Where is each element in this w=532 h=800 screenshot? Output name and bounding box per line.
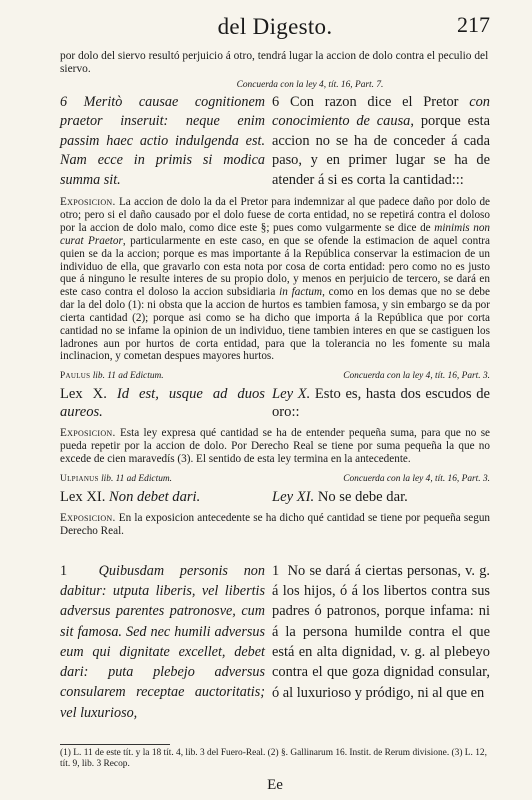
signature-mark: Ee	[267, 777, 283, 794]
lex-11	[60, 488, 490, 506]
latin-column	[60, 385, 265, 421]
spanish-column	[272, 547, 490, 738]
concordance-note: Concuerda con la ley 4, tít. 16, Part. 3.	[343, 371, 490, 382]
lex-heading: Lex XI.	[60, 488, 106, 505]
spanish-column	[272, 385, 490, 421]
spanish-column	[272, 488, 490, 506]
source-author: Ulpianus	[60, 473, 99, 484]
concordance-note: Concuerda con la ley 4, tít. 16, Part. 3.	[343, 473, 490, 484]
exposition-label: Exposicion.	[60, 427, 116, 440]
spanish-text: Esto es, hasta dos escudos de oro::	[272, 386, 490, 421]
latin-text: Non debet dari.	[109, 488, 201, 505]
page-header	[60, 0, 490, 52]
exposition-text: , particularmente en este caso, en que se ofende la estimacion de aquel contra quien se da la accion; porque es mas importante á la República conservar la estimacion de un individuo de ella, que gravarlo con esta nota por cosa de corta entidad: pero como no es justo que á ninguno le resulte interes de su propio dolo, y menos en perjuicio de tercero, se dará en este caso contra el doloso la accion subsidiaria	[60, 234, 491, 299]
source-citation	[60, 371, 164, 381]
footnote-rule	[60, 744, 170, 745]
source-citation	[60, 474, 172, 484]
latin-text-body: Quibusdam personis non dabitur: utputa liberis, vel libertis adversus parentes patronosve, cum sit famosa. Sed nec humili adversus eum qui dignitate excellet, debet dari: puta plebejo adversus consularem receptae auctoritatis; vel luxurioso,	[60, 562, 265, 721]
spanish-text	[272, 561, 490, 703]
continuation-text: por dolo del siervo resultó perjuicio á otro, tendrá lugar la accion de dolo contra el peculio del siervo.	[60, 50, 489, 76]
latin-text: Id est, usque ad duos aureos.	[60, 386, 265, 421]
source-line	[60, 474, 490, 484]
exposition-label: Exposicion.	[60, 511, 116, 524]
spanish-text-body: No se dará á ciertas personas, v. g. á los hijos, ó á los libertos contra sus padres ó patronos, porque infama: ni á la persona humilde contra el que está en alta dignidad, v. g. al plebeyo contra el que goza dignidad consular, ó al luxurioso y pródigo, ni al que en	[272, 562, 491, 701]
section-6	[60, 93, 490, 191]
spanish-text-part: Con razon dice el Pretor	[289, 93, 459, 110]
source-line	[60, 371, 490, 381]
source-author: Paulus	[60, 371, 91, 382]
spanish-italic-phrase: con conocimiento de causa	[272, 93, 490, 130]
spanish-text	[272, 93, 490, 191]
latin-column	[60, 93, 265, 191]
latin-text: 6 Meritò causae cognitionem praetor inseruit: neque enim passim haec actio indulgenda est. Nam ecce in primis si modica summa sit.	[60, 93, 265, 188]
exposition-text: Esta ley expresa qué cantidad se ha de entender pequeña suma, para que no se pueda repetir por la accion de dolo. Por Derecho Real se tiene por suma pequeña la que no excede de cien maravedís (3). El sentido de esta ley termina en la antecedente.	[60, 427, 491, 465]
section-number: 1	[272, 562, 280, 579]
italic-phrase: in factum	[279, 286, 323, 299]
exposition-2	[60, 427, 490, 466]
spanish-column	[272, 93, 490, 191]
concordance-note: Concuerda con la ley 4, tít. 16, Part. 7.	[236, 79, 384, 90]
lex-10	[60, 385, 490, 421]
exposition-label: Exposicion.	[60, 196, 116, 209]
source-work: lib. 11 ad Edictum.	[92, 371, 164, 382]
running-head: del Digesto.	[217, 14, 333, 39]
ley-heading: Ley XI.	[272, 488, 315, 505]
section-1	[60, 538, 490, 738]
latin-column	[60, 488, 265, 506]
page-number: 217	[457, 12, 490, 37]
ley-heading: Ley X.	[272, 386, 311, 403]
section-number: 1	[60, 562, 68, 579]
section-number: 6	[272, 93, 280, 110]
exposition-1	[60, 196, 490, 363]
spanish-text: No se debe dar.	[317, 488, 408, 505]
spanish-text-part: , porque esta accion no se ha de conceder á cada paso, y en primer lugar se ha de atender á si es corta la cantidad:::	[272, 113, 490, 188]
latin-column	[60, 547, 265, 738]
footnotes: (1) L. 11 de este tít. y la 18 tít. 4, lib. 3 del Fuero-Real. (2) §. Gallinarum 16. Instit. de Rerum divisione. (3) L. 12, tít. 9, lib. 3 Recop.	[60, 748, 487, 770]
lex-heading: Lex X.	[60, 386, 107, 403]
exposition-text: , como en los demas que no se debe dar la del dolo (1): ni obsta que la accion de hurtos es tambien famosa, y sin embargo se da por cierta cantidad (2); porque asi como se ha dicho que importa á la República que por corta cantidad no se infame la opinion de un individuo, tiene tambien interes en que se castiguen los ladrones aun por hurtos de corta entidad, para que la tolerancia no les fomente su mala inclinacion, y cometan despues mayores hurtos.	[60, 286, 490, 363]
exposition-text: La accion de dolo la da el Pretor para indemnizar al que padece daño por dolo de otro; pero si el daño causado por el dolo fuese de corta entidad, no se repetirá contra el doloso por la accion de dolo malo, como dice este §; pues como vulgarmente se dice de	[60, 196, 491, 234]
exposition-3	[60, 512, 490, 538]
exposition-text: En la exposicion antecedente se ha dicho qué cantidad se tiene por pequeña segun Derecho Real.	[60, 511, 491, 537]
latin-text	[60, 561, 265, 723]
italic-phrase: minimis non curat Praetor	[60, 222, 491, 247]
source-work: lib. 11 ad Edictum.	[101, 473, 172, 484]
